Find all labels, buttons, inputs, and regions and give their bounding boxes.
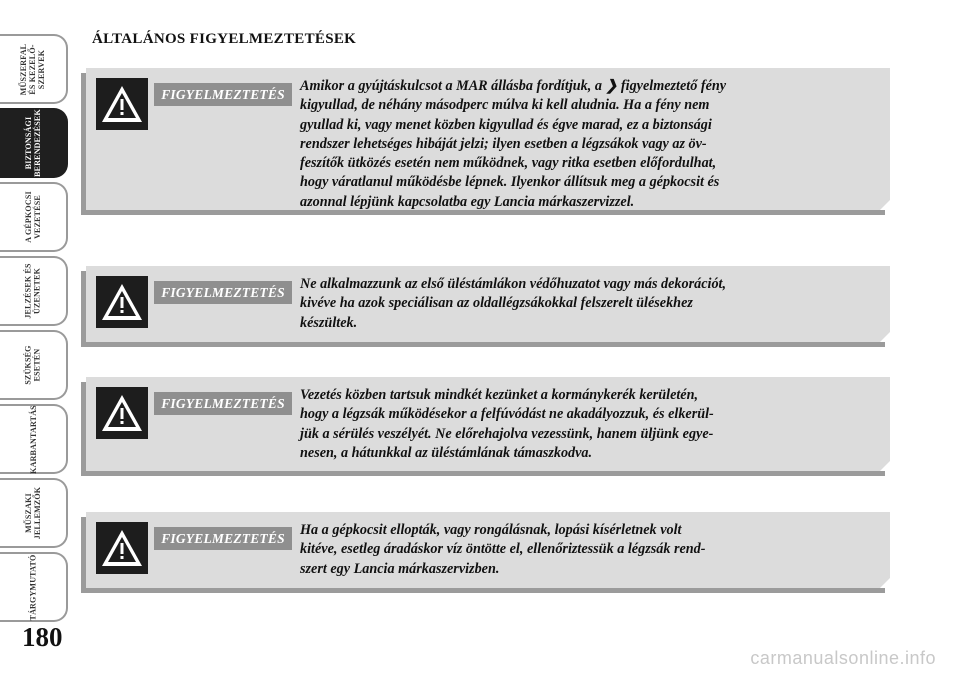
warning-badge: FIGYELMEZTETÉS: [154, 83, 292, 106]
warning-line: Ha a gépkocsit ellopták, vagy rongálásnak, lopási kísérletnek volt: [300, 522, 682, 538]
tab-szukseg-eseten[interactable]: [0, 330, 68, 400]
warning-triangle-icon: [96, 276, 148, 328]
warning-triangle-icon: [96, 522, 148, 574]
warning-line: nesen, a hátunkkal az üléstámlának támaszkodva.: [300, 444, 593, 461]
warning-box: [86, 266, 890, 342]
warning-line: szert egy Lancia márkaszervizben.: [300, 560, 500, 577]
warning-line: Ne alkalmazzunk az első üléstámlákon védőhuzatot vagy más dekorációt,: [300, 276, 727, 292]
warning-badge: FIGYELMEZTETÉS: [154, 392, 292, 415]
tab-targymutato[interactable]: [0, 552, 68, 622]
warning-text: [300, 275, 880, 333]
tab-biztonsagi-berendezesek[interactable]: [0, 108, 68, 178]
warning-triangle-icon: [96, 387, 148, 439]
warning-box: [86, 512, 890, 588]
warning-box: [86, 377, 890, 471]
warning-line: kigyullad, de néhány másodperc múlva ki kell aludnia. Ha a fény nem: [300, 97, 710, 114]
tab-muszerfal[interactable]: [0, 34, 68, 104]
warning-line: készültek.: [300, 314, 358, 331]
warning-line: azonnal lépjünk kapcsolatba egy Lancia márkaszervizzel.: [300, 193, 635, 210]
warning-line: kivéve ha azok speciálisan az oldallégzsákokkal felszerelt ülésekhez: [300, 295, 693, 312]
warning-line: Amikor a gyújtáskulcsot a MAR állásba fordítjuk, a ❯ figyelmeztető fény: [300, 78, 727, 94]
warning-line: hogy váratlanul működésbe lépnek. Ilyenkor állítsuk meg a gépkocsit és: [300, 174, 720, 191]
tab-label: TÁRGYMUTATÓ: [28, 554, 38, 620]
watermark: carmanualsonline.info: [750, 648, 936, 668]
tab-label: MŰSZERFAL ÉS KEZELŐ- SZERVEK: [19, 43, 47, 95]
tab-label: A GÉPKOCSI VEZETÉSE: [23, 191, 42, 243]
warning-triangle-icon: [96, 78, 148, 130]
tab-gepkocsi-vezetese[interactable]: [0, 182, 68, 252]
warning-line: gyullad ki, vagy menet közben kigyullad és égve marad, ez a biztonsági: [300, 116, 712, 133]
warning-line: hogy a légzsák működésekor a felfúvódást ne akadályozzuk, és elkerül-: [300, 406, 714, 423]
side-tabs: [0, 0, 75, 640]
tab-jelzesek-uzenetek[interactable]: [0, 256, 68, 326]
tab-label: SZÜKSÉG ESETÉN: [23, 345, 42, 385]
tab-label: MŰSZAKI JELLEMZŐK: [23, 486, 42, 540]
warning-badge: FIGYELMEZTETÉS: [154, 527, 292, 550]
tab-label: KARBANTARTÁS: [28, 404, 38, 474]
tab-muszaki-jellemzok[interactable]: [0, 478, 68, 548]
section-title: ÁLTALÁNOS FIGYELMEZTETÉSEK: [92, 31, 357, 47]
warning-box: [86, 68, 890, 210]
warning-text: [300, 386, 880, 463]
warning-badge: FIGYELMEZTETÉS: [154, 281, 292, 304]
page-number: 180: [22, 622, 63, 652]
warning-line: feszítők ütközés esetén nem működnek, vagy ritka esetben előfordulhat,: [300, 155, 717, 172]
warning-text: [300, 77, 880, 212]
tab-label: JELZÉSEK ÉS ÜZENETEK: [24, 263, 42, 319]
tab-karbantartas[interactable]: [0, 404, 68, 474]
warning-line: kitéve, esetleg áradáskor víz öntötte el, ellenőriztessük a légzsák rend-: [300, 541, 706, 558]
warning-text: [300, 521, 880, 579]
warning-line: Vezetés közben tartsuk mindkét kezünket a kormánykerék kerületén,: [300, 387, 699, 403]
warning-line: jük a sérülés veszélyét. Ne előrehajolva vezessünk, hanem üljünk egye-: [300, 425, 714, 442]
warning-line: rendszer lehetséges hibáját jelzi; ilyen esetben a légzsákok vagy az öv-: [300, 135, 707, 152]
tab-label: BIZTONSÁGI BERENDEZÉSEK: [24, 109, 43, 177]
